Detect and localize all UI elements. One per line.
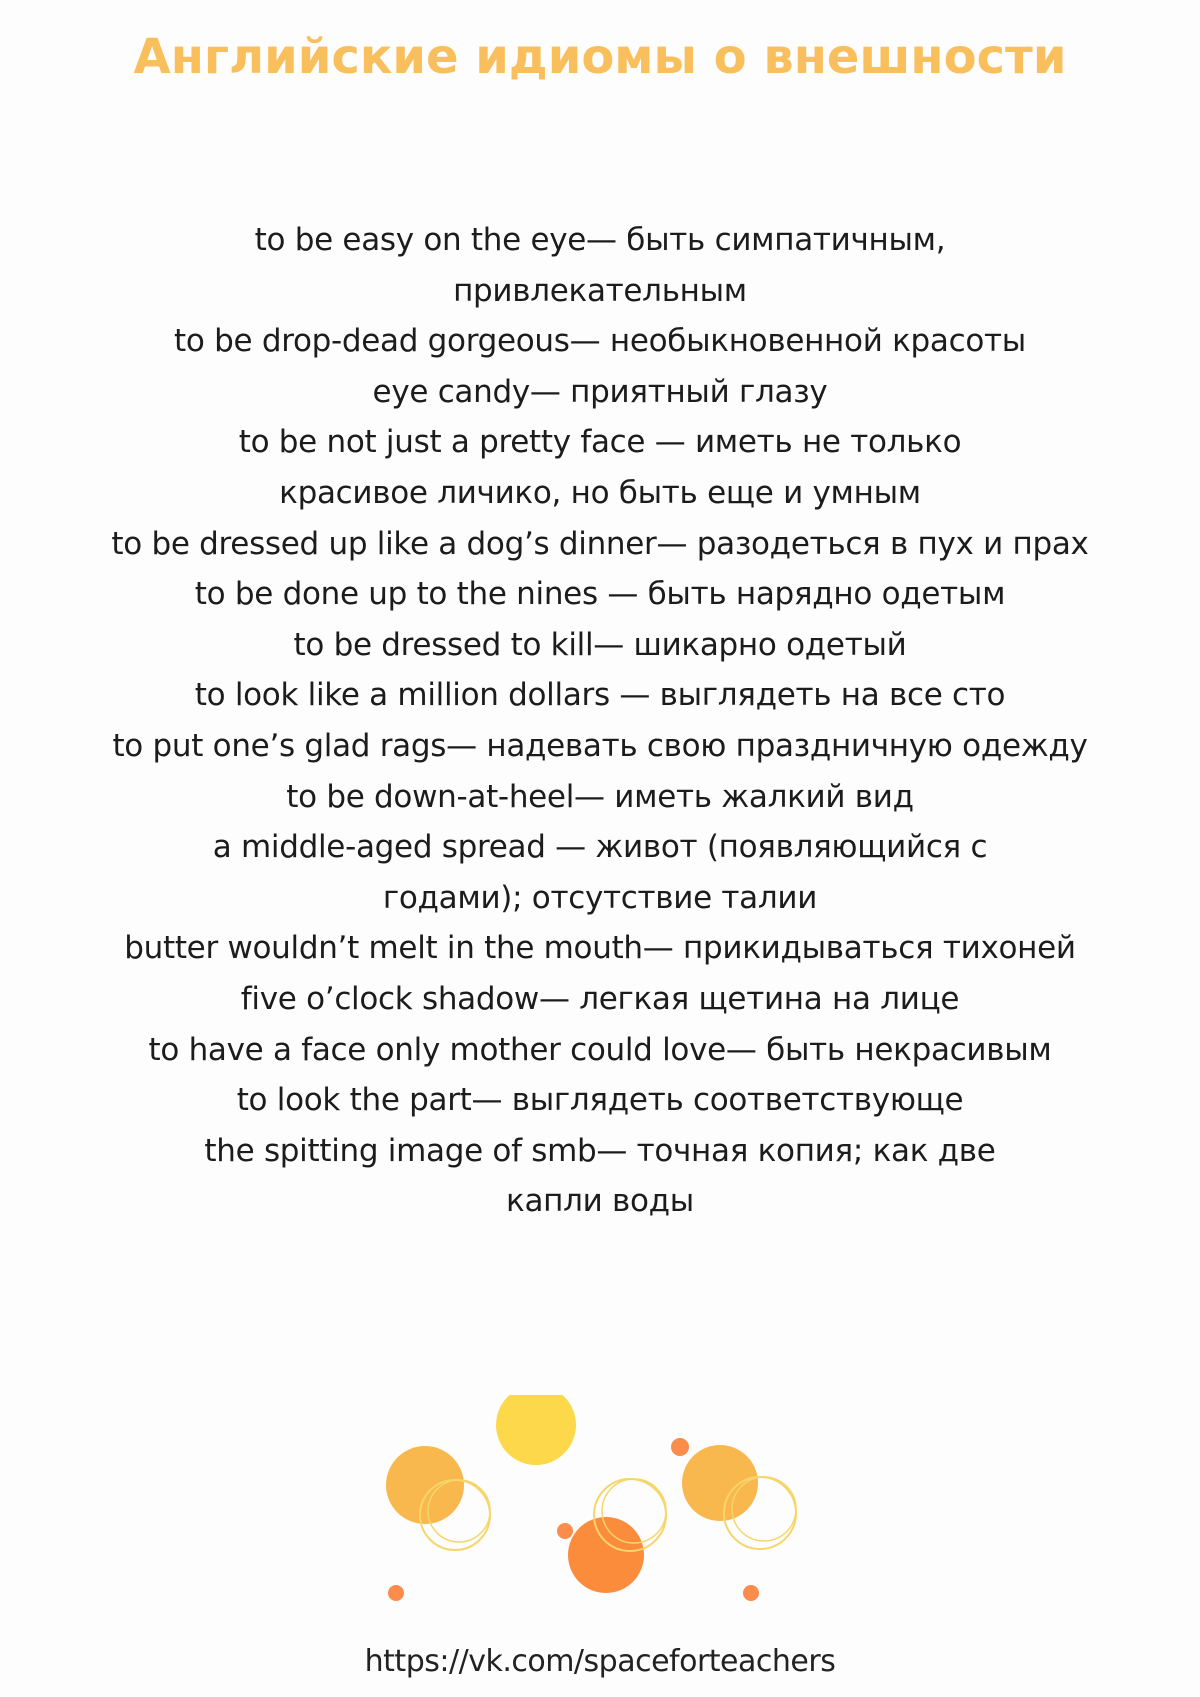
idiom-item: to be done up to the nines — быть нарядно одетым [194, 576, 1006, 613]
idiom-item: to be dressed to kill— шикарно одетый [293, 626, 907, 663]
idiom-item: to be not just a pretty face — иметь не только красивое личико, но быть еще и умным [238, 424, 962, 511]
idiom-item: to put one’s glad rags— надевать свою праздничную одежду [112, 727, 1088, 764]
idiom-item: to be down-at-heel— иметь жалкий вид [286, 778, 914, 815]
yellow-circle-top [496, 1395, 576, 1465]
idiom-item: to be easy on the eye— быть симпатичным, привлекательным [254, 222, 946, 309]
deep-orange-circle [568, 1517, 644, 1593]
decorative-circles [380, 1395, 880, 1635]
idiom-item: to be dressed up like a dog’s dinner— разодеться в пух и прах [111, 525, 1089, 562]
small-dot [743, 1585, 759, 1601]
idiom-item: to have a face only mother could love— быть некрасивым [148, 1031, 1052, 1068]
orange-circle-left [386, 1446, 464, 1524]
idiom-item: to look like a million dollars — выглядеть на все сто [194, 677, 1006, 714]
idiom-item: five o’clock shadow— легкая щетина на лице [240, 980, 960, 1017]
small-dot [557, 1523, 573, 1539]
idiom-list [50, 215, 1150, 1227]
small-dot [671, 1438, 689, 1456]
small-dot [388, 1585, 404, 1601]
idiom-item: eye candy— приятный глазу [372, 373, 828, 410]
idiom-item: to be drop-dead gorgeous— необыкновенной красоты [174, 323, 1026, 360]
idiom-item: butter wouldn’t melt in the mouth— прикидываться тихоней [124, 930, 1076, 967]
idiom-item: the spitting image of smb— точная копия; как две капли воды [204, 1132, 996, 1220]
page-title: Английские идиомы о внешности [133, 29, 1067, 85]
idiom-item: to look the part— выглядеть соответствующе [236, 1082, 964, 1119]
footer-url: https://vk.com/spaceforteachers [364, 1644, 836, 1679]
idiom-item: a middle-aged spread — живот (появляющийся с годами); отсутствие талии [212, 829, 988, 916]
